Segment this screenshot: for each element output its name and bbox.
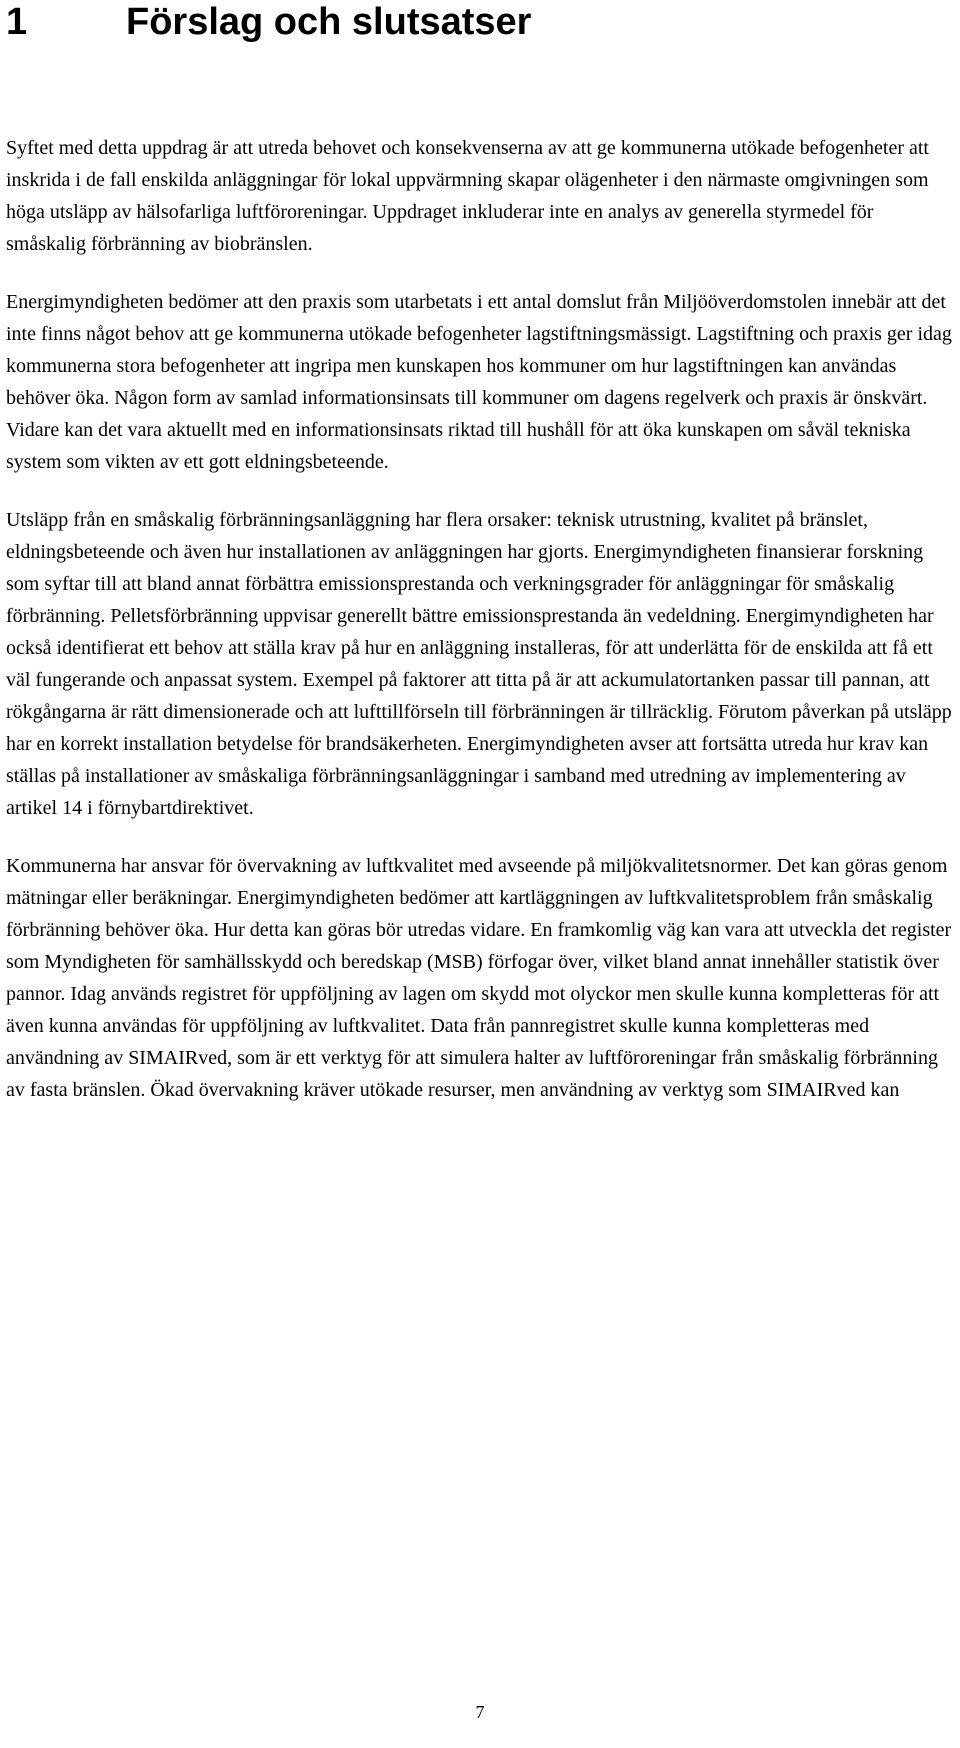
- paragraph-monitoring: Kommunerna har ansvar för övervakning av luftkvalitet med avseende på miljökvalitetsnormer. Det kan göras genom mätningar eller beräkningar. Energimyndigheten bedömer att kartläggningen av luftkvalitetsproblem från småskalig förbränning behöver öka. Hur detta kan göras bör utredas vidare. En framkomlig väg kan vara att utveckla det register som Myndigheten för samhällsskydd och beredskap (MSB) förfogar över, vilket bland annat innehåller statistik över pannor. Idag används registret för uppföljning av lagen om skydd mot olyckor men skulle kunna kompletteras för att även kunna användas för uppföljning av luftkvalitet. Data från pannregistret skulle kunna kompletteras med användning av SIMAIRved, som är ett verktyg för att simulera halter av luftföroreningar från småskalig förbränning av fasta bränslen. Ökad övervakning kräver utökade resurser, men användning av verktyg som SIMAIRved kan: [6, 855, 952, 1101]
- section-heading: [6, 0, 954, 48]
- page-number: 7: [475, 1702, 485, 1722]
- paragraph-assessment: Energimyndigheten bedömer att den praxis som utarbetats i ett antal domslut från Miljööverdomstolen innebär att det inte finns något behov att ge kommunerna utökade befogenheter lagstiftningsmässigt. Lagstiftning och praxis ger idag kommunerna stora befogenheter att ingripa men kunskapen hos kommuner om hur lagstiftningen kan användas behöver öka. Någon form av samlad informationsinsats till kommuner om dagens regelverk och praxis är önskvärt. Vidare kan det vara aktuellt med en informationsinsats riktad till hushåll för att öka kunskapen om såväl tekniska system som vikten av ett gott eldningsbeteende.: [6, 291, 952, 473]
- section-number: 1: [6, 1, 28, 43]
- paragraph-emissions: Utsläpp från en småskalig förbränningsanläggning har flera orsaker: teknisk utrustning, kvalitet på bränslet, eldningsbeteende och även hur installationen av anläggningen har gjorts. Energimyndigheten finansierar forskning som syftar till att bland annat förbättra emissionsprestanda och verkningsgrader för anläggningar för småskalig förbränning. Pelletsförbränning uppvisar generellt bättre emissionsprestanda än vedeldning. Energimyndigheten har också identifierat ett behov att ställa krav på hur en anläggning installeras, för att underlätta för de enskilda att få ett väl fungerande och anpassat system. Exempel på faktorer att titta på är att ackumulatortanken passar till pannan, att rökgångarna är rätt dimensionerade och att lufttillförseln till förbränningen är tillräcklig. Förutom påverkan på utsläpp har en korrekt installation betydelse för brandsäkerheten. Energimyndigheten avser att fortsätta utreda hur krav kan ställas på installationer av småskaliga förbränningsanläggningar i samband med utredning av implementering av artikel 14 i förnybartdirektivet.: [6, 509, 952, 819]
- paragraph-purpose: Syftet med detta uppdrag är att utreda behovet och konsekvenserna av att ge kommunerna utökade befogenheter att inskrida i de fall enskilda anläggningar för lokal uppvärmning skapar olägenheter i den närmaste omgivningen som höga utsläpp av hälsofarliga luftföroreningar. Uppdraget inkluderar inte en analys av generella styrmedel för småskalig förbränning av biobränslen.: [6, 137, 929, 255]
- section-title: Förslag och slutsatser: [126, 1, 532, 43]
- body-text: [6, 132, 954, 1106]
